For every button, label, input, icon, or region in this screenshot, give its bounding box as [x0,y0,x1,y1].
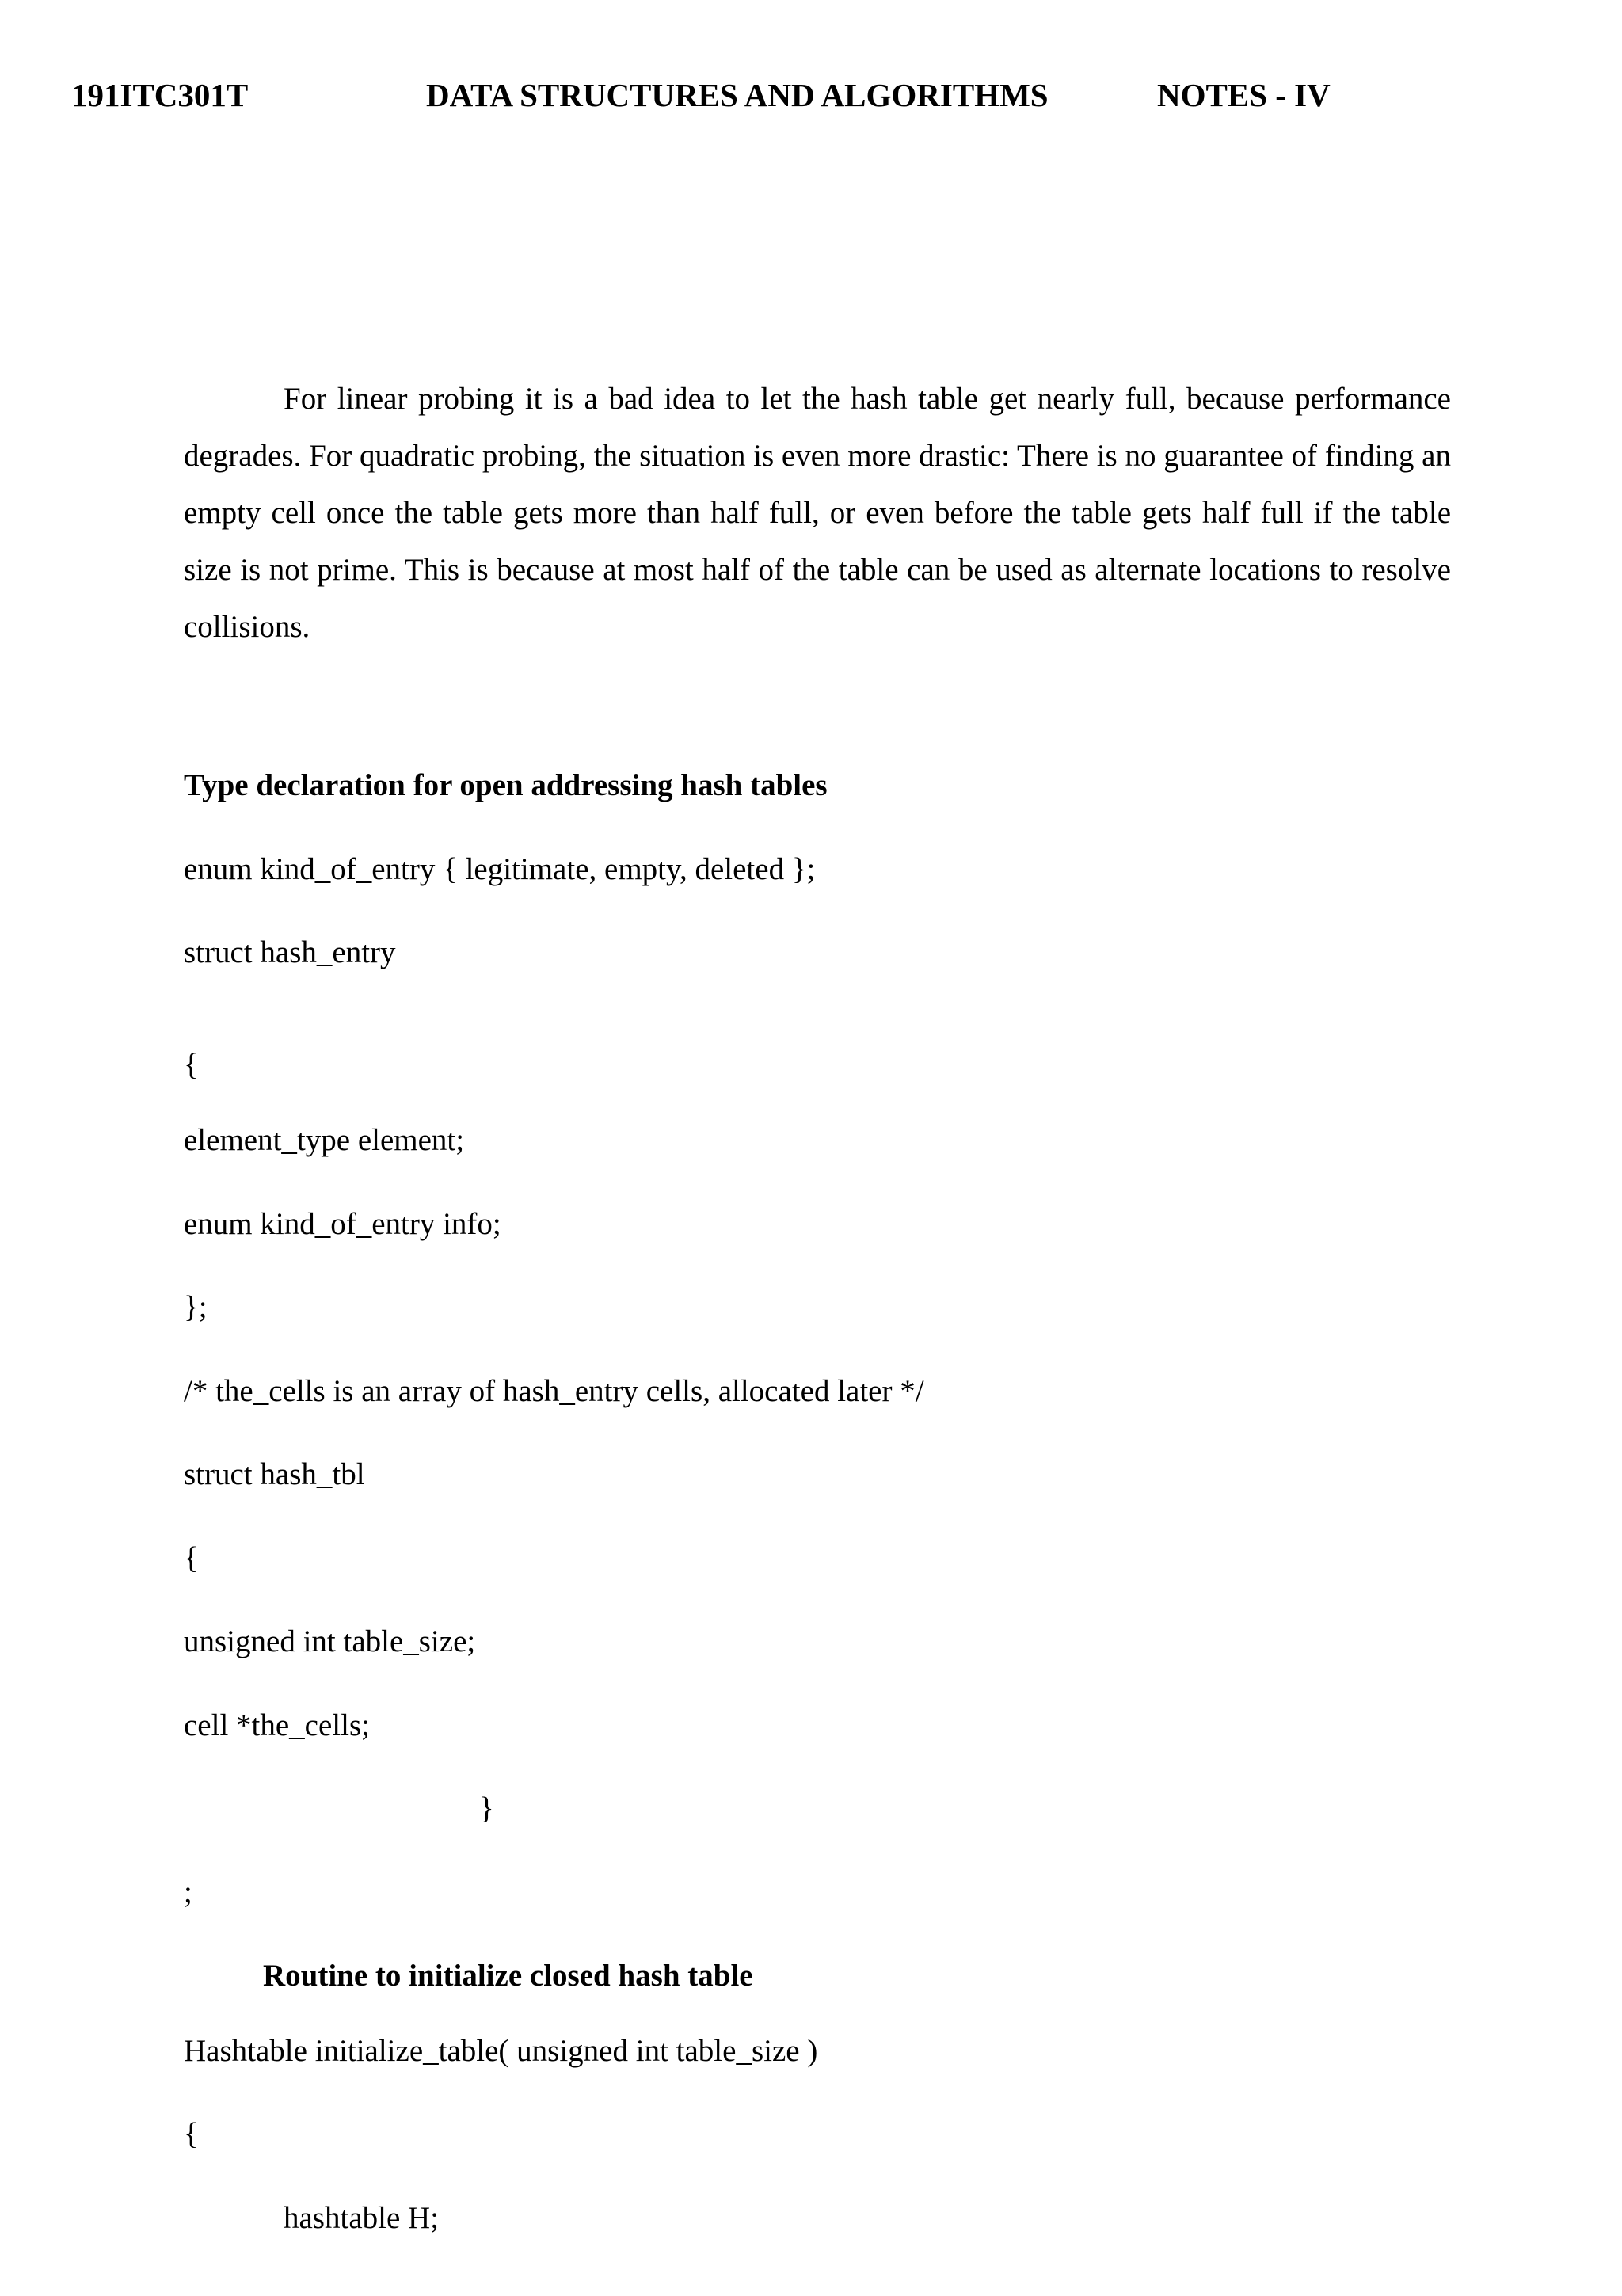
code-line: hashtable H; [284,2201,440,2235]
course-title: DATA STRUCTURES AND ALGORITHMS [426,77,1049,113]
code-line: } [479,1791,494,1826]
code-line: struct hash_entry [184,935,396,969]
code-line: cell *the_cells; [184,1708,370,1742]
code-line: element_type element; [184,1123,465,1157]
code-line: enum kind_of_entry { legitimate, empty, deleted }; [184,852,816,886]
section-heading-initialize-routine: Routine to initialize closed hash table [263,1959,753,1993]
code-line: enum kind_of_entry info; [184,1207,501,1241]
intro-paragraph: For linear probing it is a bad idea to let the hash table get nearly full, because performance degrades. For quadratic probing, the situation is even more drastic: There is no guarantee of finding an empty cell once the table gets more than half full, or even before the table gets half full if the table size is not prime. This is because at most half of the table can be used as alternate locations to resolve collisions. [184,382,1451,644]
section-heading-type-declaration: Type declaration for open addressing hash tables [184,768,828,802]
code-line: { [184,1048,199,1082]
code-line: { [184,1541,199,1575]
code-line: Hashtable initialize_table( unsigned int table_size ) [184,2034,818,2068]
course-code: 191ITC301T [71,77,249,113]
code-line: { [184,2117,199,2151]
code-comment: /* the_cells is an array of hash_entry cells, allocated later */ [184,1374,924,1408]
code-line: ; [184,1875,192,1910]
code-line: struct hash_tbl [184,1457,365,1491]
code-line: unsigned int table_size; [184,1624,476,1658]
code-line: }; [184,1290,208,1324]
notes-label: NOTES - IV [1157,77,1331,113]
